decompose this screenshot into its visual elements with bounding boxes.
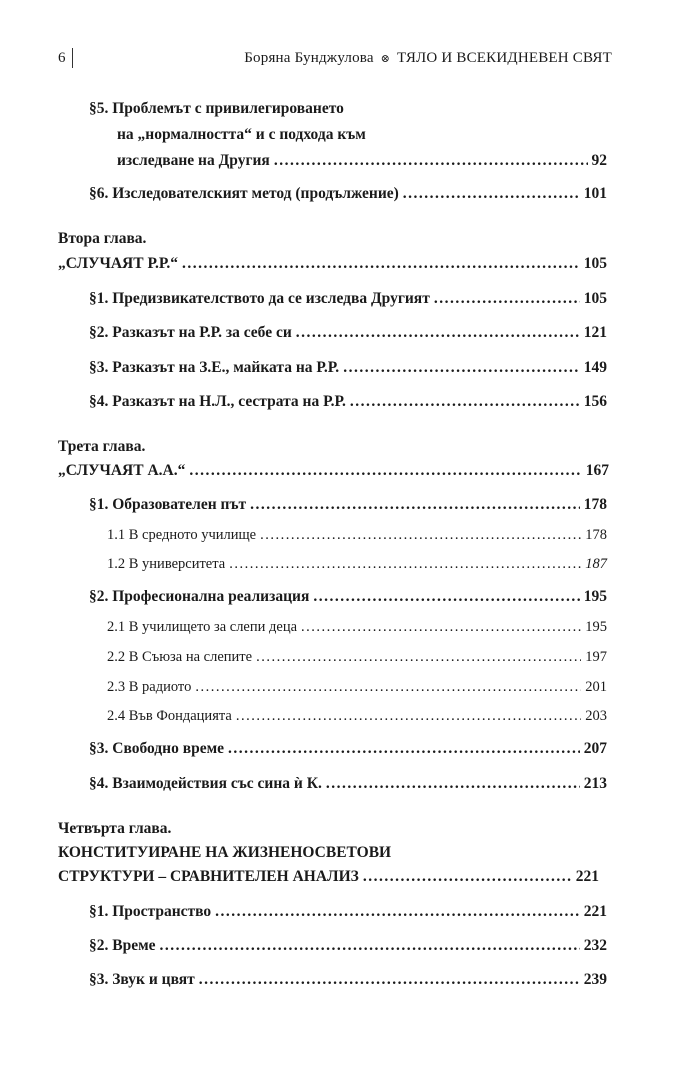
toc-entry-title: §2. Време — [89, 937, 156, 954]
chapter-entry[interactable] — [58, 866, 599, 888]
toc-page-number: 105 — [583, 255, 607, 272]
toc-entry[interactable] — [89, 773, 607, 795]
toc-entry-title: §1. Предизвикателството да се изследва Другият — [89, 290, 430, 307]
leader-dots — [274, 150, 588, 172]
toc-entry[interactable] — [89, 935, 607, 957]
toc-page-number: 187 — [585, 556, 607, 572]
toc-subentry-title: 1.1 В средното училище — [107, 527, 257, 543]
toc-entry[interactable] — [89, 357, 607, 379]
toc-page-number: 149 — [583, 359, 607, 376]
toc-entry-title: §6. Изследователският метод (продължение) — [89, 185, 399, 202]
leader-dots — [434, 288, 580, 310]
toc-subentry[interactable] — [107, 646, 607, 668]
toc-subentry[interactable] — [107, 616, 607, 638]
toc-page-number: 197 — [585, 649, 607, 665]
chapter-label: Втора глава. — [58, 230, 147, 247]
leader-dots — [182, 253, 580, 275]
toc-page-number: 178 — [585, 527, 607, 543]
leader-dots — [215, 901, 580, 923]
toc-subentry[interactable] — [107, 676, 607, 698]
toc-entry-title: на „нормалността“ и с подхода към — [117, 126, 366, 143]
toc-subentry[interactable] — [107, 553, 607, 575]
toc-entry[interactable] — [89, 738, 607, 760]
leader-dots — [296, 322, 580, 344]
toc-entry-title: §5. Проблемът с привилегироването — [89, 100, 344, 117]
toc-entry[interactable] — [89, 183, 607, 205]
leader-dots — [403, 183, 580, 205]
toc-page-number: 178 — [583, 496, 607, 513]
toc-page-number: 201 — [585, 679, 607, 695]
toc-entry-title: §2. Разказът на Р.Р. за себе си — [89, 324, 292, 341]
page-number: 6 — [58, 48, 73, 68]
toc-subentry-title: 2.4 Във Фондацията — [107, 708, 232, 724]
toc-page-number: 221 — [583, 903, 607, 920]
toc-subentry-title: 2.2 В Съюза на слепите — [107, 649, 253, 665]
toc-page-number: 105 — [583, 290, 607, 307]
leader-dots — [326, 773, 580, 795]
toc-page-number: 203 — [585, 708, 607, 724]
toc-page-number: 167 — [585, 462, 609, 479]
toc-entry-title: §3. Звук и цвят — [89, 971, 195, 988]
book-title: ТЯЛО И ВСЕКИДНЕВЕН СВЯТ — [397, 49, 612, 66]
toc-entry[interactable] — [89, 586, 607, 608]
toc-entry[interactable] — [89, 969, 607, 991]
leader-dots — [260, 524, 581, 546]
toc-entry-title: §2. Професионална реализация — [89, 588, 310, 605]
toc-page-number: 213 — [583, 775, 607, 792]
chapter-title: СТРУКТУРИ – СРАВНИТЕЛЕН АНАЛИЗ — [58, 868, 359, 885]
running-header — [58, 48, 612, 68]
chapter-label: Трета глава. — [58, 438, 146, 455]
chapter-title: „СЛУЧАЯТ Р.Р.“ — [58, 255, 179, 272]
toc-page-number: 232 — [583, 937, 607, 954]
toc-page-number: 207 — [583, 740, 607, 757]
toc-subentry[interactable] — [107, 524, 607, 546]
toc-entry-title: §4. Взаимодействия със сина ѝ К. — [89, 775, 322, 792]
toc-page-number: 92 — [591, 152, 607, 169]
toc-page-number: 156 — [583, 393, 607, 410]
chapter-entry[interactable] — [58, 253, 607, 275]
toc-entry-title: §3. Свободно време — [89, 740, 225, 757]
leader-dots — [350, 391, 580, 413]
toc-entry[interactable] — [89, 391, 607, 413]
toc-page-number: 221 — [575, 868, 599, 885]
leader-dots — [343, 357, 580, 379]
leader-dots — [189, 460, 581, 482]
toc-page-number: 195 — [583, 588, 607, 605]
leader-dots — [256, 646, 581, 668]
toc-subentry[interactable] — [107, 705, 607, 727]
toc-entry-title: §1. Образователен път — [89, 496, 247, 513]
toc-entry-title: §1. Пространство — [89, 903, 212, 920]
separator-icon: ⊗ — [380, 52, 391, 65]
chapter-title: КОНСТИТУИРАНЕ НА ЖИЗНЕНОСВЕТОВИ — [58, 844, 392, 861]
leader-dots — [199, 969, 580, 991]
leader-dots — [160, 935, 580, 957]
leader-dots — [229, 553, 581, 575]
toc-entry-title: §4. Разказът на Н.Л., сестрата на Р.Р. — [89, 393, 346, 410]
toc-page-number: 121 — [583, 324, 607, 341]
leader-dots — [236, 705, 581, 727]
running-head — [244, 50, 612, 67]
toc-subentry-title: 2.1 В училището за слепи деца — [107, 619, 298, 635]
leader-dots — [228, 738, 580, 760]
toc-entry-title: §3. Разказът на З.Е., майката на Р.Р. — [89, 359, 340, 376]
toc-page-number: 239 — [583, 971, 607, 988]
toc-page-number: 195 — [585, 619, 607, 635]
chapter-label: Четвърта глава. — [58, 820, 172, 837]
leader-dots — [313, 586, 579, 608]
toc-entry[interactable] — [89, 288, 607, 310]
toc-entry[interactable] — [89, 494, 607, 516]
chapter-entry[interactable] — [58, 460, 609, 482]
toc-subentry-title: 2.3 В радиото — [107, 679, 192, 695]
toc-entry[interactable] — [117, 150, 607, 172]
toc-entry[interactable] — [89, 322, 607, 344]
leader-dots — [195, 676, 581, 698]
chapter-title: „СЛУЧАЯТ А.А.“ — [58, 462, 186, 479]
toc-page-number: 101 — [583, 185, 607, 202]
author-name: Боряна Бунджулова — [244, 49, 374, 66]
toc-subentry-title: 1.2 В университета — [107, 556, 226, 572]
toc-entry[interactable] — [89, 901, 607, 923]
toc-entry-title: изследване на Другия — [117, 152, 270, 169]
leader-dots — [301, 616, 581, 638]
leader-dots — [363, 866, 572, 888]
leader-dots — [250, 494, 580, 516]
